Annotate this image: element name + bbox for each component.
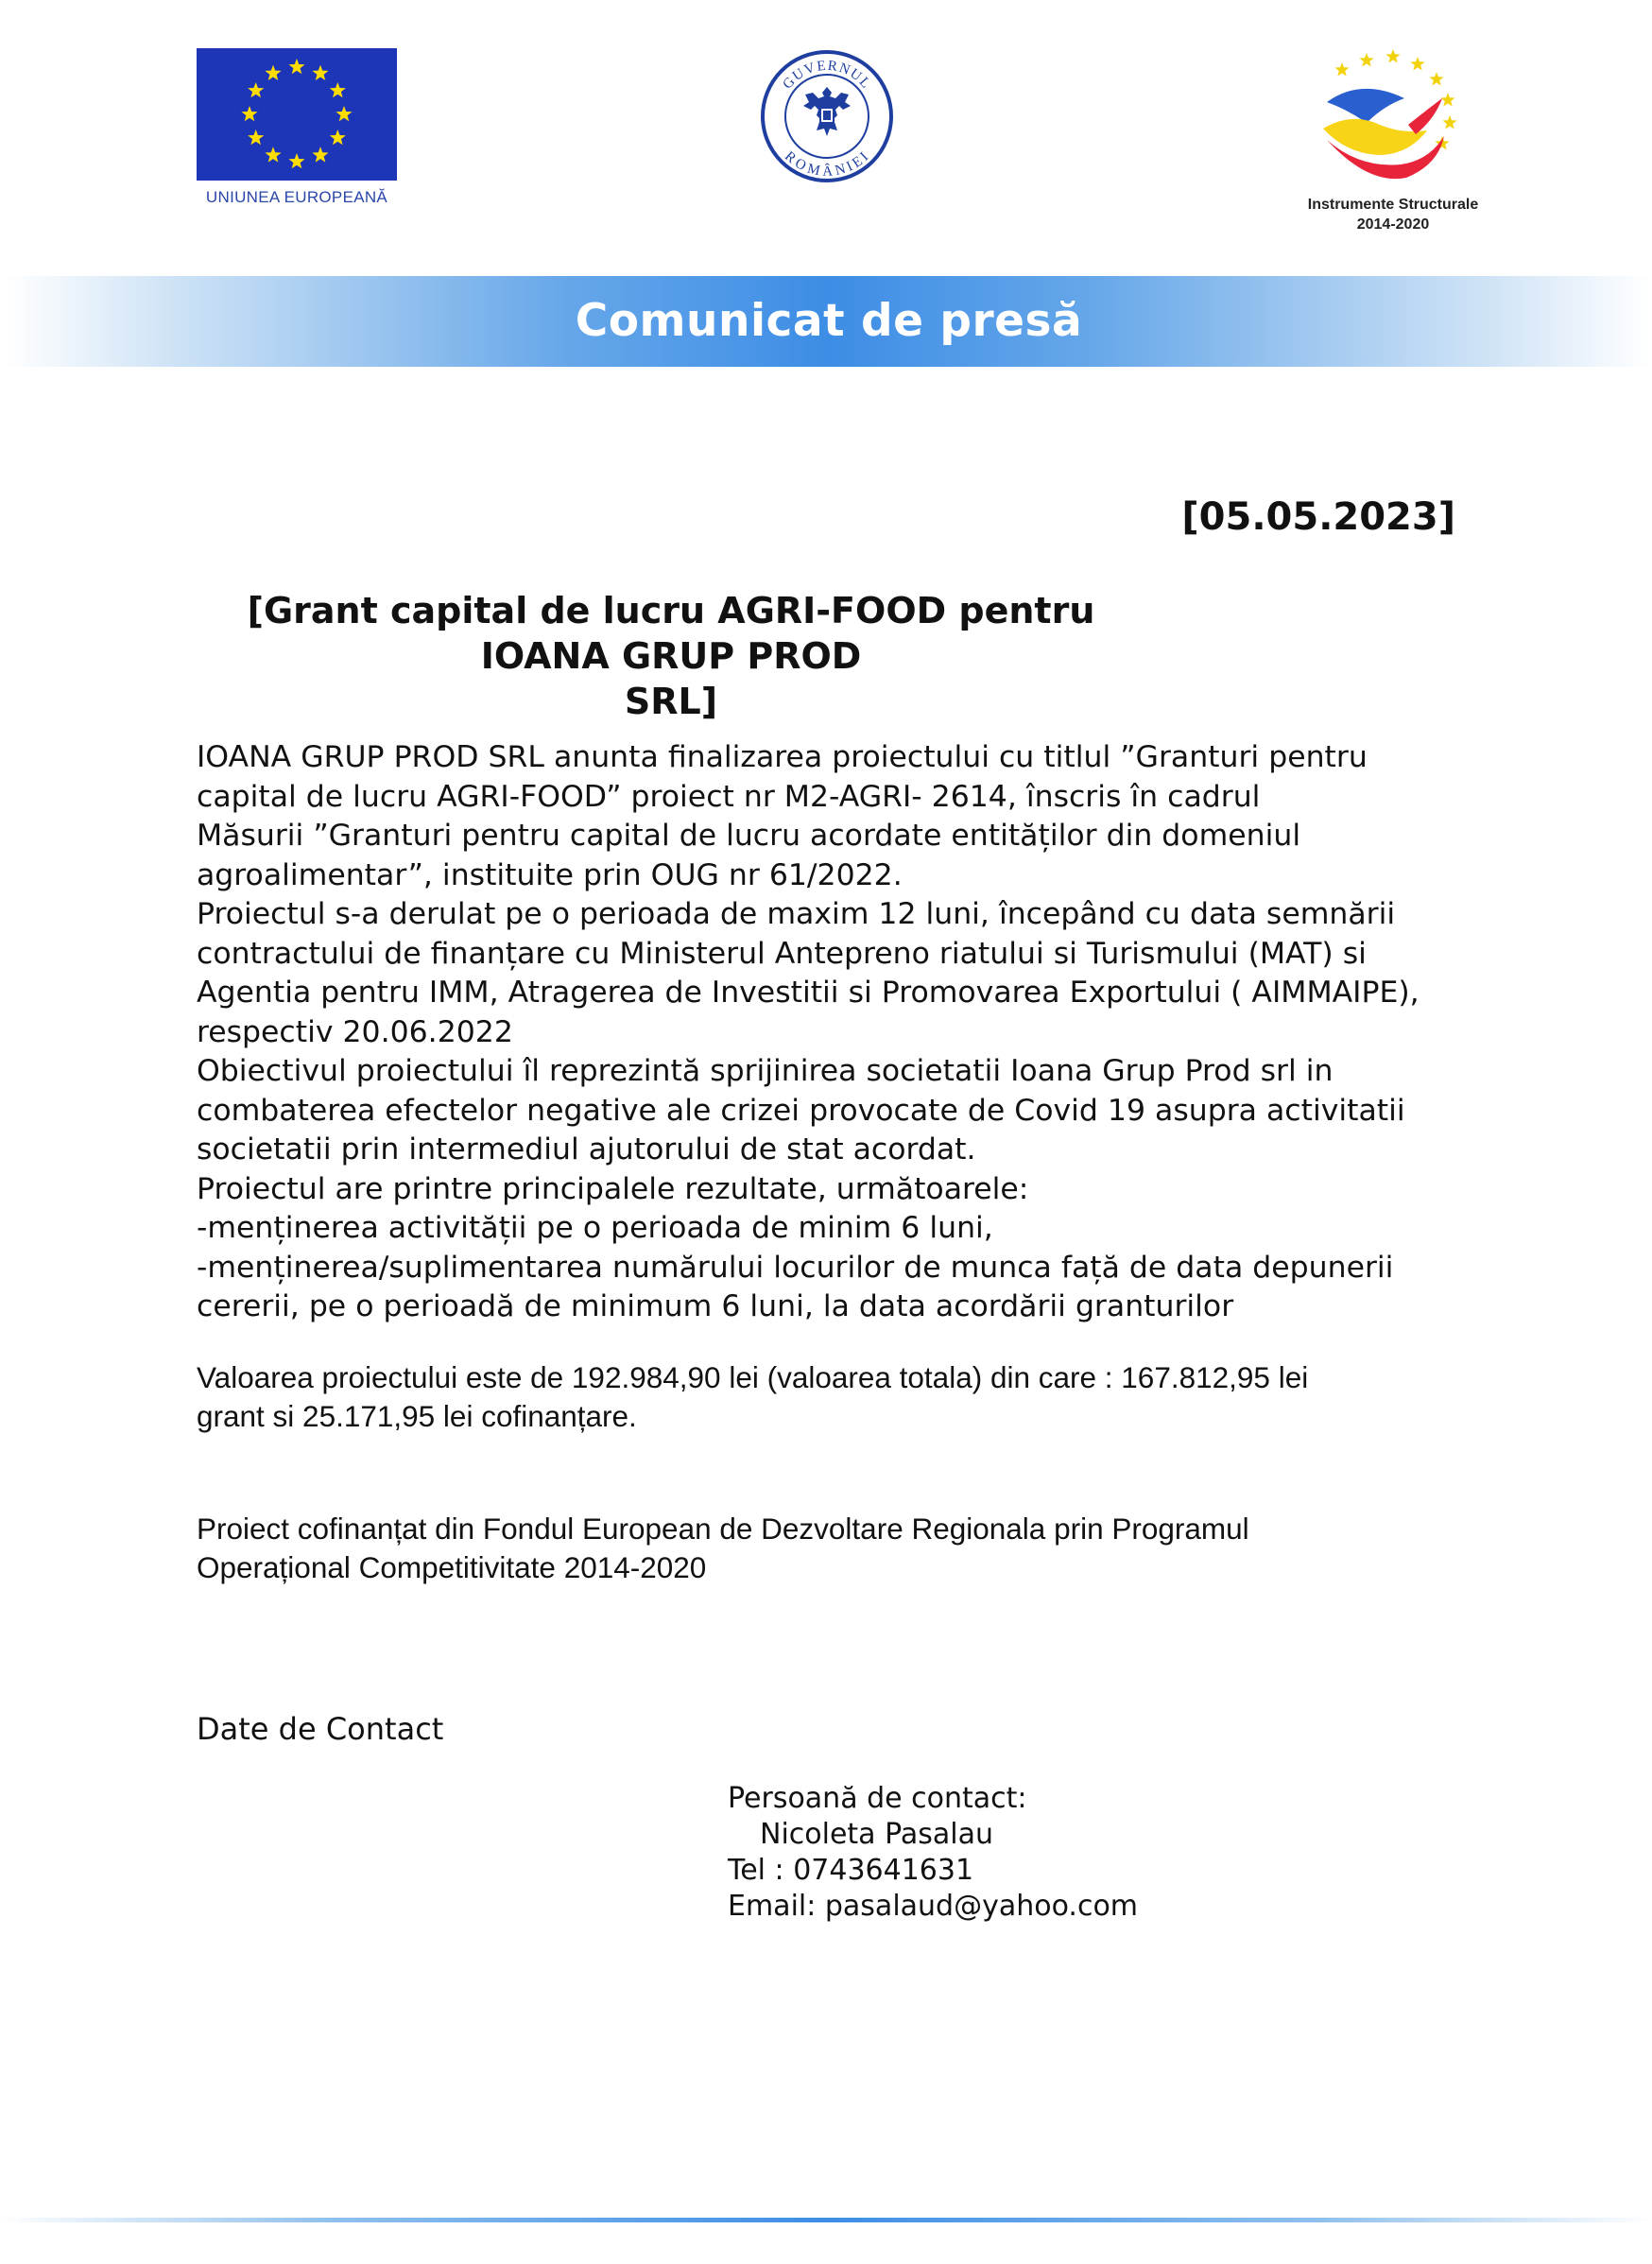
body-line: -menținerea/suplimentarea numărului locurilor de munca față de data depunerii [197,1250,1394,1285]
structural-instruments-caption-line1: Instrumente Structurale [1307,197,1479,213]
eu-star-icon [265,147,281,162]
structural-star-icon [1359,53,1373,66]
contact-heading: Date de Contact [197,1711,444,1747]
body-line: combaterea efectelor negative ale crizei provocate de Covid 19 asupra activitatii [197,1093,1405,1128]
body-line: respectiv 20.06.2022 [197,1014,513,1049]
structural-instruments-logo [1285,43,1501,242]
structural-instruments-caption-line2: 2014-2020 [1356,216,1430,233]
body-line: contractului de finanțare cu Ministerul Antepreno riatului si Turismului (MAT) si [197,936,1367,971]
press-release-banner [6,276,1652,367]
structural-star-icon [1334,62,1349,76]
contact-email: Email: pasalaud@yahoo.com [728,1890,1139,1923]
contact-person-name: Nicoleta Pasalau [760,1818,993,1851]
eu-star-icon [330,130,346,145]
structural-star-icon [1385,49,1400,62]
body-line: capital de lucru AGRI-FOOD” proiect nr M2-AGRI- 2614, înscris în cadrul [197,779,1261,814]
document-title [189,588,1153,724]
eu-star-icon [336,106,352,121]
eu-star-icon [265,65,281,80]
project-value-text [197,1358,1520,1436]
eu-star-icon [288,153,304,168]
body-line: societatii prin intermediul ajutorului de stat acordat. [197,1132,976,1167]
contact-person-label: Persoană de contact: [728,1782,1027,1815]
eu-logo [197,48,397,211]
contact-details [728,1781,1138,1925]
body-line: -menținerea activității pe o perioada de minim 6 luni, [197,1211,993,1245]
body-line: Agentia pentru IMM, Atragerea de Investitii si Promovarea Exportului ( AIMMAIPE), [197,976,1420,1010]
cofinancing-text [197,1510,1520,1587]
banner-title: Comunicat de presă [575,295,1083,347]
eu-star-icon [288,59,304,74]
value-line: Valoarea proiectului este de 192.984,90 lei (valoarea totala) din care : 167.812,95 lei [197,1360,1309,1394]
body-line: agroalimentar”, instituite prin OUG nr 61/2022. [197,857,903,892]
eu-star-icon [312,147,328,162]
romanian-coat-of-arms-icon [760,49,894,183]
contact-phone: Tel : 0743641631 [728,1854,974,1887]
body-line: IOANA GRUP PROD SRL anunta finalizarea proiectului cu titlul ”Granturi pentru [197,740,1368,774]
gov-text-top: GUVERNUL [780,58,874,93]
gov-text-bottom: ROMÂNIEI [782,148,873,180]
document-title-line2: SRL] [624,681,718,722]
structural-star-icon [1442,115,1456,129]
body-line: Măsurii ”Granturi pentru capital de lucru acordate entităților din domeniul [197,819,1301,853]
structural-star-icon [1440,93,1454,106]
cofinancing-line: Proiect cofinanțat din Fondul European de Dezvoltare Regionala prin Programul [197,1512,1249,1546]
structural-instruments-caption [1285,195,1501,234]
eu-caption: UNIUNEA EUROPEANĂ [205,188,388,206]
document-title-line1: [Grant capital de lucru AGRI-FOOD pentru IOANA GRUP PROD [247,590,1095,677]
release-date: [05.05.2023] [1181,495,1455,539]
eu-star-icon [241,106,257,121]
eu-flag-icon [197,48,397,181]
body-line: Proiectul s-a derulat pe o perioada de maxim 12 luni, începând cu data semnării [197,897,1396,931]
romanian-government-logo [760,49,894,183]
eu-star-icon [312,65,328,80]
eu-star-icon [248,82,264,97]
body-line: Proiectul are printre principalele rezultate, următoarele: [197,1171,1029,1206]
value-line: grant si 25.171,95 lei cofinanțare. [197,1399,637,1433]
structural-instruments-logo-icon [1285,43,1501,195]
cofinancing-line: Operațional Competitivitate 2014-2020 [197,1550,707,1584]
eu-star-icon [330,82,346,97]
body-line: cererii, pe o perioadă de minimum 6 luni, la data acordării granturilor [197,1289,1234,1323]
body-text [197,738,1501,1327]
structural-star-icon [1410,57,1424,70]
structural-star-icon [1429,72,1443,85]
footer-divider [0,2218,1652,2222]
eu-star-icon [248,130,264,145]
body-line: Obiectivul proiectului îl reprezintă sprijinirea societatii Ioana Grup Prod srl in [197,1054,1334,1088]
